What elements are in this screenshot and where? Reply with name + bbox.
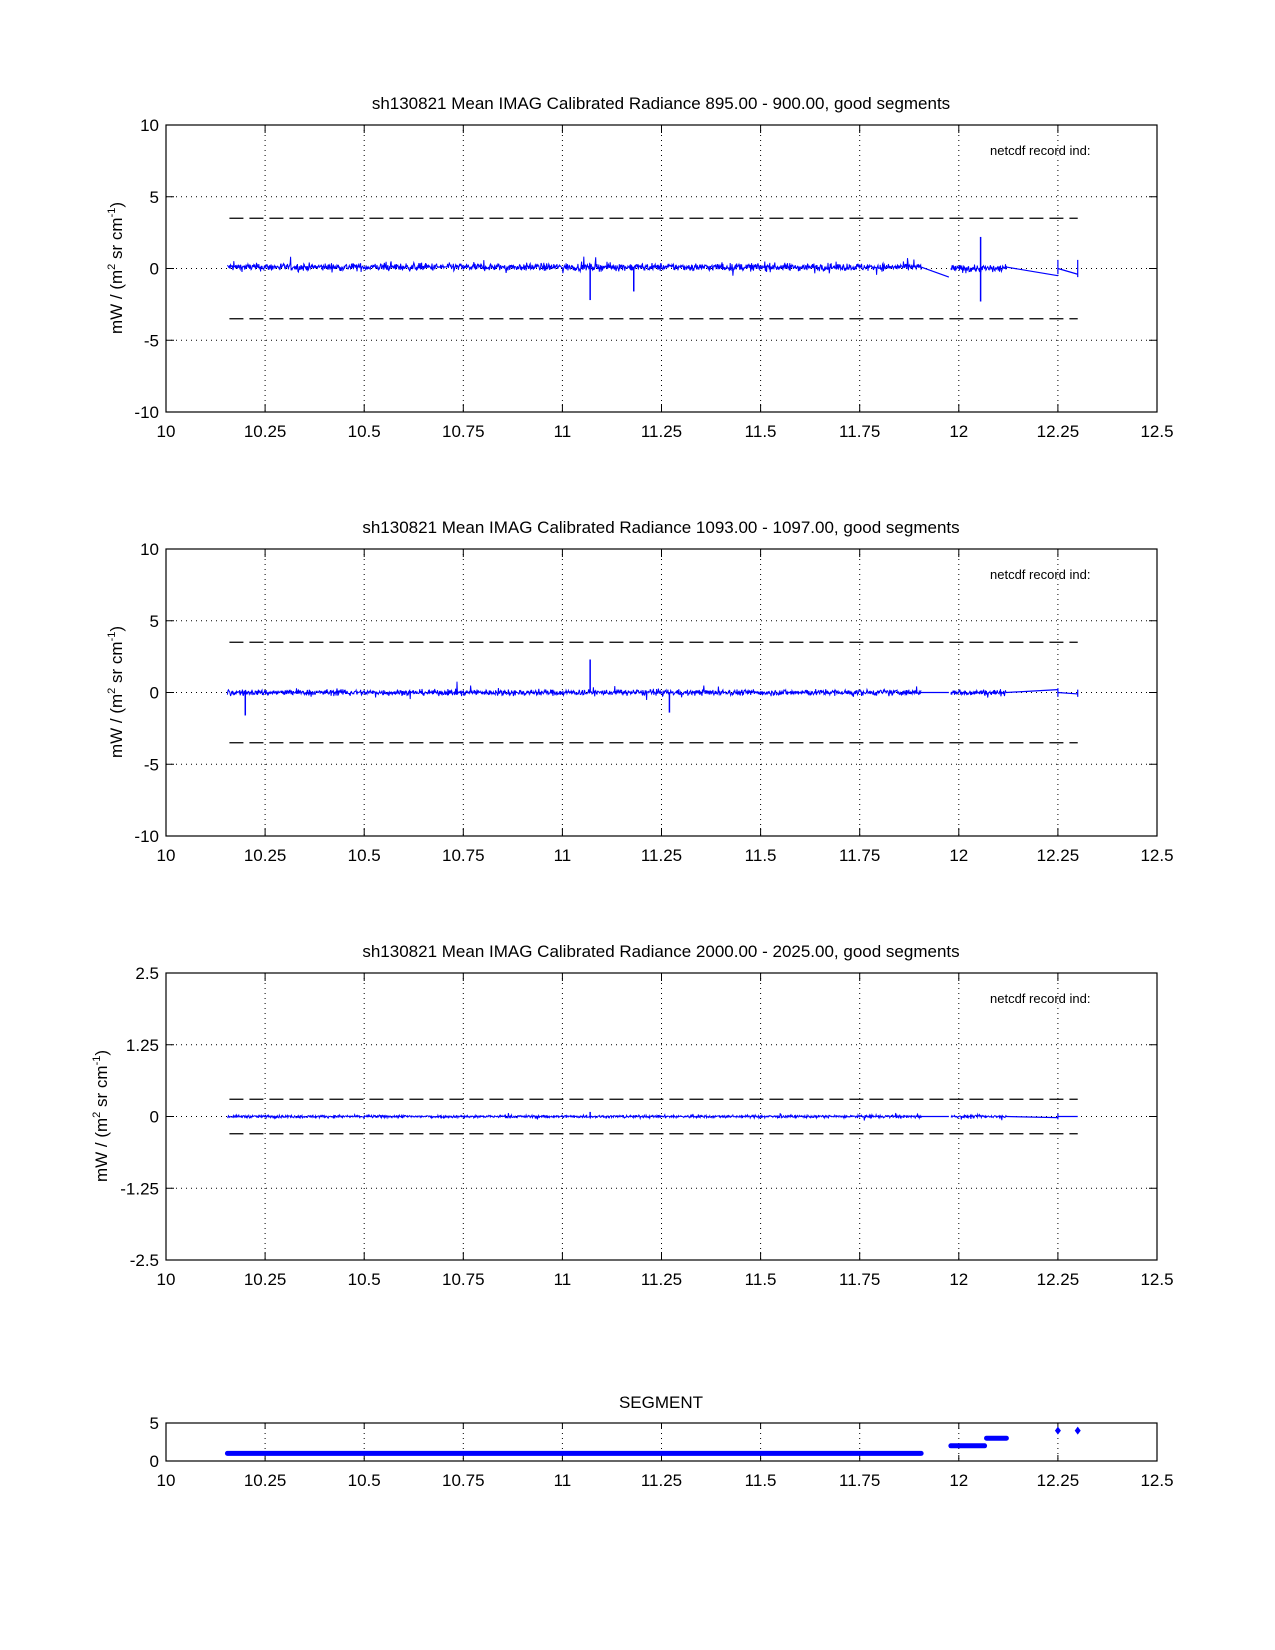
y-tick-label: 0 xyxy=(149,259,159,279)
y-tick-label: 2.5 xyxy=(135,964,159,983)
data-link xyxy=(1006,267,1058,276)
x-tick-label: 12.25 xyxy=(1036,846,1080,865)
x-tick-label: 11.5 xyxy=(744,422,777,441)
x-tick-label: 12.25 xyxy=(1036,1270,1080,1289)
plot-radiance-2000-2025 xyxy=(91,942,1174,1289)
x-tick-label: 12.5 xyxy=(1140,846,1174,865)
data-link xyxy=(1006,1117,1058,1118)
x-tick-label: 10 xyxy=(156,846,176,865)
annotation-netcdf: netcdf record ind: xyxy=(990,143,1091,158)
x-tick-label: 10 xyxy=(156,1270,176,1289)
x-tick-label: 10.75 xyxy=(442,1270,485,1289)
x-tick-label: 10.5 xyxy=(347,1270,381,1289)
y-tick-label: 5 xyxy=(149,187,159,207)
y-tick-label: 0 xyxy=(149,683,159,703)
y-tick-label: -2.5 xyxy=(129,1251,159,1270)
x-tick-label: 10.25 xyxy=(243,846,287,865)
x-tick-label: 12 xyxy=(949,422,969,441)
x-tick-label: 11.5 xyxy=(744,846,777,865)
x-tick-label: 11 xyxy=(553,422,572,441)
x-tick-label: 10.75 xyxy=(442,422,485,441)
y-tick-label: -1.25 xyxy=(120,1179,159,1199)
data-link xyxy=(1058,693,1078,694)
x-tick-label: 11.25 xyxy=(640,422,683,441)
data-series-segment xyxy=(951,1114,1007,1120)
x-tick-label: 10.5 xyxy=(347,846,381,865)
x-tick-label: 10 xyxy=(156,422,176,441)
chart-title: SEGMENT xyxy=(618,1393,704,1412)
x-tick-label: 10.75 xyxy=(442,846,485,865)
x-tick-label: 11 xyxy=(553,846,572,865)
y-tick-label: 5 xyxy=(149,1414,159,1433)
annotation-netcdf: netcdf record ind: xyxy=(990,567,1091,582)
x-tick-label: 10.25 xyxy=(243,422,287,441)
y-tick-label: 0 xyxy=(149,1452,159,1471)
x-tick-label: 11 xyxy=(553,1270,572,1289)
segment-point xyxy=(1055,1427,1061,1435)
x-tick-label: 11.25 xyxy=(640,1471,683,1490)
x-tick-label: 11.25 xyxy=(640,1270,683,1289)
x-tick-label: 12.25 xyxy=(1036,422,1080,441)
x-tick-label: 11.75 xyxy=(839,422,881,441)
x-tick-label: 11.25 xyxy=(640,846,683,865)
y-tick-label: -5 xyxy=(143,331,159,351)
chart-title: sh130821 Mean IMAG Calibrated Radiance 2000.00 - 2025.00, good segments xyxy=(362,942,960,961)
x-tick-label: 12 xyxy=(949,846,969,865)
segment-point xyxy=(1075,1427,1081,1435)
plot-radiance-1093-1097 xyxy=(106,518,1174,865)
y-tick-label: -5 xyxy=(143,755,159,775)
x-tick-label: 11.75 xyxy=(839,1471,881,1490)
y-axis-label: mW / ($m^2$ sr $cm^{-1}$) xyxy=(91,1049,111,1183)
x-tick-label: 11 xyxy=(553,1471,572,1490)
x-tick-label: 12.5 xyxy=(1140,1471,1174,1490)
annotation-netcdf: netcdf record ind: xyxy=(990,991,1091,1006)
y-tick-label: 5 xyxy=(149,611,159,631)
y-tick-label: -10 xyxy=(134,403,159,422)
y-axis-label: mW / ($m^2$ sr $cm^{-1}$) xyxy=(106,201,126,335)
data-link xyxy=(1058,269,1078,275)
y-tick-label: -10 xyxy=(134,827,159,846)
x-tick-label: 12.5 xyxy=(1140,1270,1174,1289)
data-series-segment xyxy=(951,689,1007,697)
data-series-segment xyxy=(227,1113,921,1121)
x-tick-label: 12 xyxy=(949,1270,969,1289)
y-axis-label: mW / ($m^2$ sr $cm^{-1}$) xyxy=(106,625,126,759)
data-series-segment xyxy=(951,264,1007,273)
x-tick-label: 11.5 xyxy=(744,1270,777,1289)
plot-radiance-895-900 xyxy=(106,94,1174,441)
x-tick-label: 10.5 xyxy=(347,1471,381,1490)
chart-title: sh130821 Mean IMAG Calibrated Radiance 1093.00 - 1097.00, good segments xyxy=(362,518,960,537)
data-link xyxy=(1006,690,1058,693)
x-tick-label: 12 xyxy=(949,1471,969,1490)
x-tick-label: 11.75 xyxy=(839,1270,881,1289)
plot-segment xyxy=(150,1393,1174,1490)
data-series-segment xyxy=(227,257,921,276)
x-tick-label: 10.5 xyxy=(347,422,381,441)
data-link xyxy=(921,267,949,277)
y-tick-label: 10 xyxy=(140,540,159,559)
x-tick-label: 10.25 xyxy=(243,1471,287,1490)
x-tick-label: 12.25 xyxy=(1036,1471,1080,1490)
chart-title: sh130821 Mean IMAG Calibrated Radiance 895.00 - 900.00, good segments xyxy=(371,94,951,113)
x-tick-label: 11.75 xyxy=(839,846,881,865)
x-tick-label: 10.75 xyxy=(442,1471,485,1490)
x-tick-label: 10 xyxy=(156,1471,176,1490)
y-tick-label: 1.25 xyxy=(125,1035,159,1055)
x-tick-label: 11.5 xyxy=(744,1471,777,1490)
y-tick-label: 10 xyxy=(140,116,159,135)
x-tick-label: 10.25 xyxy=(243,1270,287,1289)
data-series-segment xyxy=(227,682,921,700)
y-tick-label: 0 xyxy=(149,1107,159,1127)
x-tick-label: 12.5 xyxy=(1140,422,1174,441)
